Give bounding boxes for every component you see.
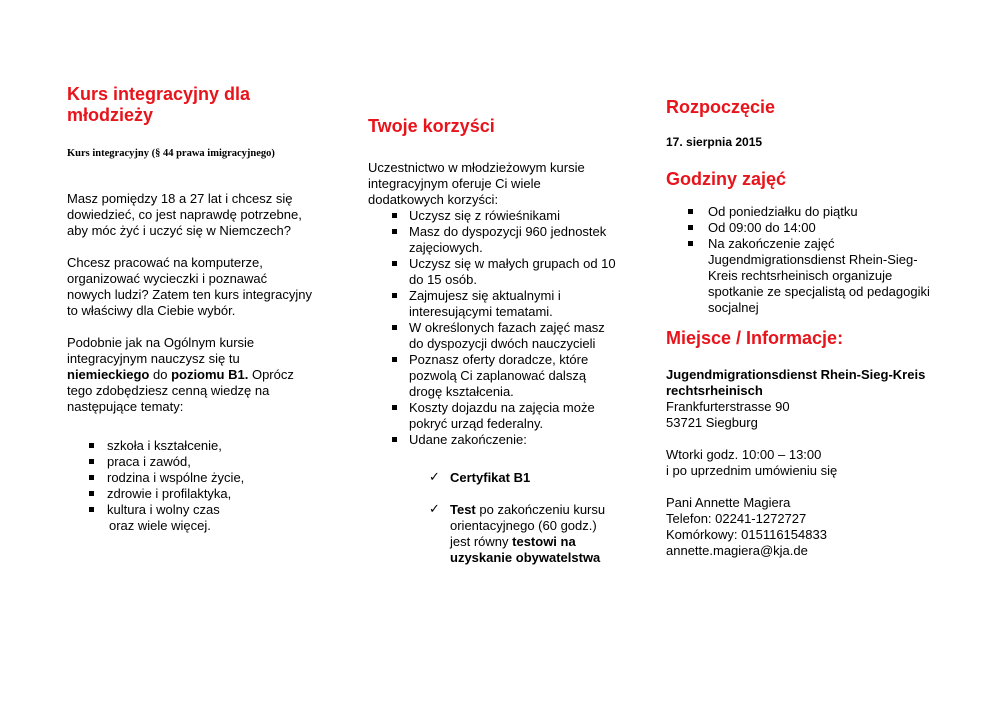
list-item: Poznasz oferty doradcze, które pozwolą Ci zaplanować dalszą drogę kształcenia. (368, 352, 618, 400)
intro-paragraph-3 (67, 335, 312, 415)
square-bullet-icon (688, 209, 693, 214)
list-item: zdrowie i profilaktyka, (67, 486, 312, 502)
start-date: 17. sierpnia 2015 (666, 135, 763, 149)
p3-bold-level: poziomu B1. (171, 367, 249, 382)
square-bullet-icon (392, 405, 397, 410)
intro-paragraph-2: Chcesz pracować na komputerze, organizować wycieczki i poznawać nowych ludzi? Zatem ten kurs integracyjny to właściwy dla Ciebie wybór. (67, 255, 312, 318)
hours-list (666, 204, 931, 316)
column-info (666, 97, 931, 559)
square-bullet-icon (392, 437, 397, 442)
start-title: Rozpoczęcie (666, 97, 776, 117)
topics-more: oraz wiele więcej. (109, 518, 211, 533)
list-item: szkoła i kształcenie, (67, 438, 312, 454)
list-item: Od 09:00 do 14:00 (666, 220, 931, 236)
p3-text-a: Podobnie jak na Ogólnym kursie integracyjnym nauczysz się tu (67, 335, 255, 366)
hours-title: Godziny zajęć (666, 169, 787, 189)
intro-paragraph-1: Masz pomiędzy 18 a 27 lat i chcesz się dowiedzieć, co jest naprawdę potrzebne, aby móc żyć i uczyć się w Niemczech? (67, 191, 302, 238)
list-item: Uczysz się z rówieśnikami (368, 208, 618, 224)
p3-bold-german: niemieckiego (67, 367, 150, 382)
list-item: W określonych fazach zajęć masz do dyspozycji dwóch nauczycieli (368, 320, 618, 352)
square-bullet-icon (392, 325, 397, 330)
square-bullet-icon (89, 459, 94, 464)
list-item: Udane zakończenie: (368, 432, 618, 448)
list-item: rodzina i wspólne życie, (67, 470, 312, 486)
contact-name: Pani Annette Magiera (666, 495, 791, 510)
office-hours-2: i po uprzednim umówieniu się (666, 463, 838, 478)
column-benefits (368, 116, 618, 582)
square-bullet-icon (688, 241, 693, 246)
p3-text-d: Oprócz tego zdobędziesz cenną wiedzę na następujące tematy: (67, 367, 294, 414)
city-address: 53721 Siegburg (666, 415, 758, 430)
checkmark-icon: ✓ (429, 470, 440, 485)
square-bullet-icon (89, 475, 94, 480)
list-item: Uczysz się w małych grupach od 10 do 15 osób. (368, 256, 618, 288)
list-item: praca i zawód, (67, 454, 312, 470)
square-bullet-icon (89, 443, 94, 448)
checkmark-icon: ✓ (429, 502, 440, 517)
list-item (368, 470, 618, 486)
square-bullet-icon (89, 507, 94, 512)
list-item: Zajmujesz się aktualnymi i interesującymi tematami. (368, 288, 618, 320)
square-bullet-icon (392, 261, 397, 266)
office-hours-1: Wtorki godz. 10:00 – 13:00 (666, 447, 822, 462)
contact-email: annette.magiera@kja.de (666, 543, 808, 558)
column-course-intro (67, 84, 312, 534)
course-subtitle: Kurs integracyjny (§ 44 prawa imigracyjnego) (67, 148, 275, 159)
place-title: Miejsce / Informacje: (666, 328, 844, 348)
contact-phone: Telefon: 02241-1272727 (666, 511, 807, 526)
list-item: Masz do dyspozycji 960 jednostek zajęciowych. (368, 224, 618, 256)
outcome-list (368, 470, 618, 566)
square-bullet-icon (392, 357, 397, 362)
list-item: Od poniedziałku do piątku (666, 204, 931, 220)
course-title: Kurs integracyjny dla młodzieży (67, 84, 251, 125)
topics-list (67, 438, 312, 518)
benefits-intro: Uczestnictwo w młodzieżowym kursie integracyjnym oferuje Ci wiele dodatkowych korzyści: (368, 160, 585, 207)
certificate-label: Certyfikat B1 (450, 470, 531, 485)
organization-name: Jugendmigrationsdienst Rhein-Sieg-Kreis rechtsrheinisch (666, 367, 926, 398)
benefits-title: Twoje korzyści (368, 116, 495, 136)
street-address: Frankfurterstrasse 90 (666, 399, 790, 414)
square-bullet-icon (392, 213, 397, 218)
list-item: ✓ Test po zakończeniu kursu orientacyjnego (60 godz.) jest równy testowi na uzyskanie obywatelstwa (429, 502, 606, 565)
square-bullet-icon (392, 293, 397, 298)
contact-mobile: Komórkowy: 015116154833 (666, 527, 827, 542)
list-item: kultura i wolny czas (67, 502, 312, 518)
list-item: Na zakończenie zajęć Jugendmigrationsdienst Rhein-Sieg-Kreis rechtsrheinisch organizuje spotkanie ze specjalistą od pedagogiki socjalnej (666, 236, 931, 316)
benefits-list (368, 208, 618, 448)
square-bullet-icon (392, 229, 397, 234)
list-item: Koszty dojazdu na zajęcia może pokryć urząd federalny. (368, 400, 618, 432)
square-bullet-icon (89, 491, 94, 496)
p3-text-c: do (149, 367, 172, 382)
square-bullet-icon (688, 225, 693, 230)
